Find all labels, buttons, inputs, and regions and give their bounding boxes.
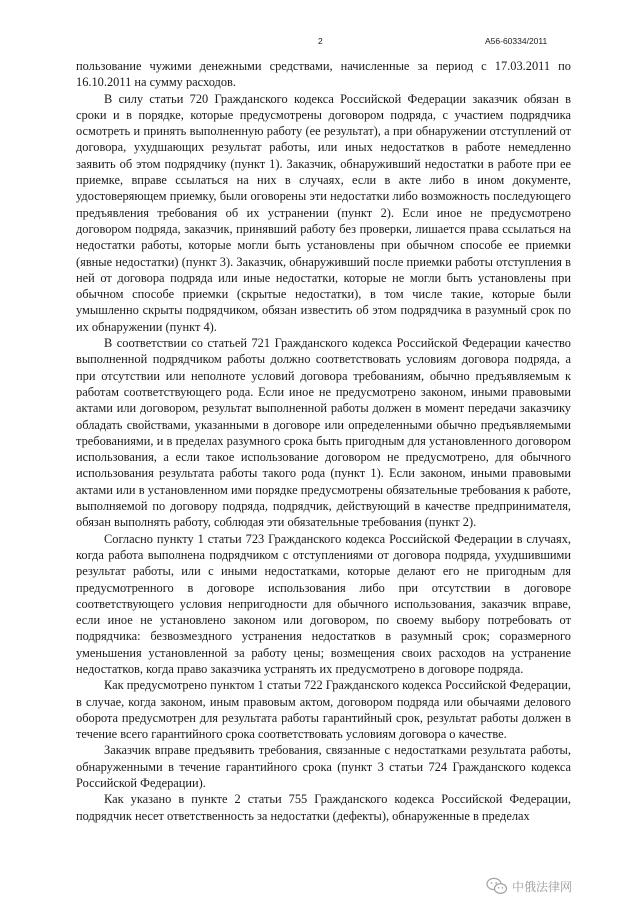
- paragraph: Как предусмотрено пунктом 1 статьи 722 Гражданского кодекса Российской Федерации, в случае, когда законом, иным правовым актом, договором подряда или обычаями делового оборота предусмотрен для результата работы гарантийный срок, результат работы должен в течение всего гарантийного срока соответствовать условиям договора о качестве.: [76, 678, 571, 742]
- page-number: 2: [318, 36, 323, 46]
- wechat-icon: [486, 877, 508, 895]
- paragraph: В силу статьи 720 Гражданского кодекса Российской Федерации заказчик обязан в сроки и в порядке, которые предусмотрены договором подряда, с участием подрядчика осмотреть и принять выполненную работу (ее результат), а при обнаружении отступлений от договора, ухудшающих результат работы, или иных недостатков в работе немедленно заявить об этом подрядчику (пункт 1). Заказчик, обнаруживший недостатки в работе при ее приемке, вправе ссылаться на них в случаях, если в акте либо в ином документе, удостоверяющем приемку, были оговорены эти недостатки либо возможность последующего предъявления требования об их устранении (пункт 2). Если иное не предусмотрено договором подряда, заказчик, принявший работу без проверки, лишается права ссылаться на недостатки работы, которые могли быть установлены при обычном способе ее приемки (явные недостатки) (пункт 3). Заказчик, обнаруживший после приемки работы отступления в ней от договора подряда или иные недостатки, которые не могли быть установлены при обычном способе приемки (скрытые недостатки), в том числе такие, которые были умышленно скрыты подрядчиком, обязан известить об этом подрядчика в разумный срок по их обнаружении (пункт 4).: [76, 91, 571, 334]
- paragraph: В соответствии со статьей 721 Гражданского кодекса Российской Федерации качество выполненной подрядчиком работы должно соответствовать условиям договора подряда, а при отсутствии или неполноте условий договора требованиям, обычно предъявляемым к работам соответствующего рода. Если иное не предусмотрено законом, иными правовыми актами или договором, результат выполненной работы должен в момент передачи заказчику обладать свойствами, указанными в договоре или определенными обычно предъявляемыми требованиями, и в пределах разумного срока быть пригодным для установленного договором использования, а если такое использование договором не предусмотрено, для обычного использования результата работы такого рода (пункт 1). Если законом, иными правовыми актами или в установленном ими порядке предусмотрены обязательные требования к работе, выполняемой по договору подряда, подрядчик, действующий в качестве предпринимателя, обязан выполнять работу, соблюдая эти обязательные требования (пункт 2).: [76, 336, 571, 530]
- watermark: [486, 877, 572, 895]
- page-header: [0, 36, 640, 50]
- paragraph: пользование чужими денежными средствами, начисленные за период с 17.03.2011 по 16.10.2011 на сумму расходов.: [76, 59, 571, 90]
- paragraph: Заказчик вправе предъявить требования, связанные с недостатками результата работы, обнаруженными в течение гарантийного срока (пункт 3 статьи 724 Гражданского кодекса Российской Федерации).: [76, 743, 571, 791]
- watermark-text: 中俄法律网: [512, 879, 573, 894]
- document-body: [76, 58, 571, 824]
- case-number: А56-60334/2011: [485, 36, 548, 46]
- paragraph: Согласно пункту 1 статьи 723 Гражданского кодекса Российской Федерации в случаях, когда работа выполнена подрядчиком с отступлениями от договора подряда, ухудшившими результат работы, или с иными недостатками, которые делают его не пригодным для предусмотренного в договоре использования либо при отсутствии в договоре соответствующего условия непригодности для обычного использования, заказчик вправе, если иное не установлено законом или договором, по своему выбору потребовать от подрядчика: безвозмездного устранения недостатков в разумный срок; соразмерного уменьшения установленной за работу цены; возмещения своих расходов на устранение недостатков, когда право заказчика устранять их предусмотрено в договоре подряда.: [76, 531, 571, 676]
- paragraph: Как указано в пункте 2 статьи 755 Гражданского кодекса Российской Федерации, подрядчик несет ответственность за недостатки (дефекты), обнаруженные в пределах: [76, 792, 571, 823]
